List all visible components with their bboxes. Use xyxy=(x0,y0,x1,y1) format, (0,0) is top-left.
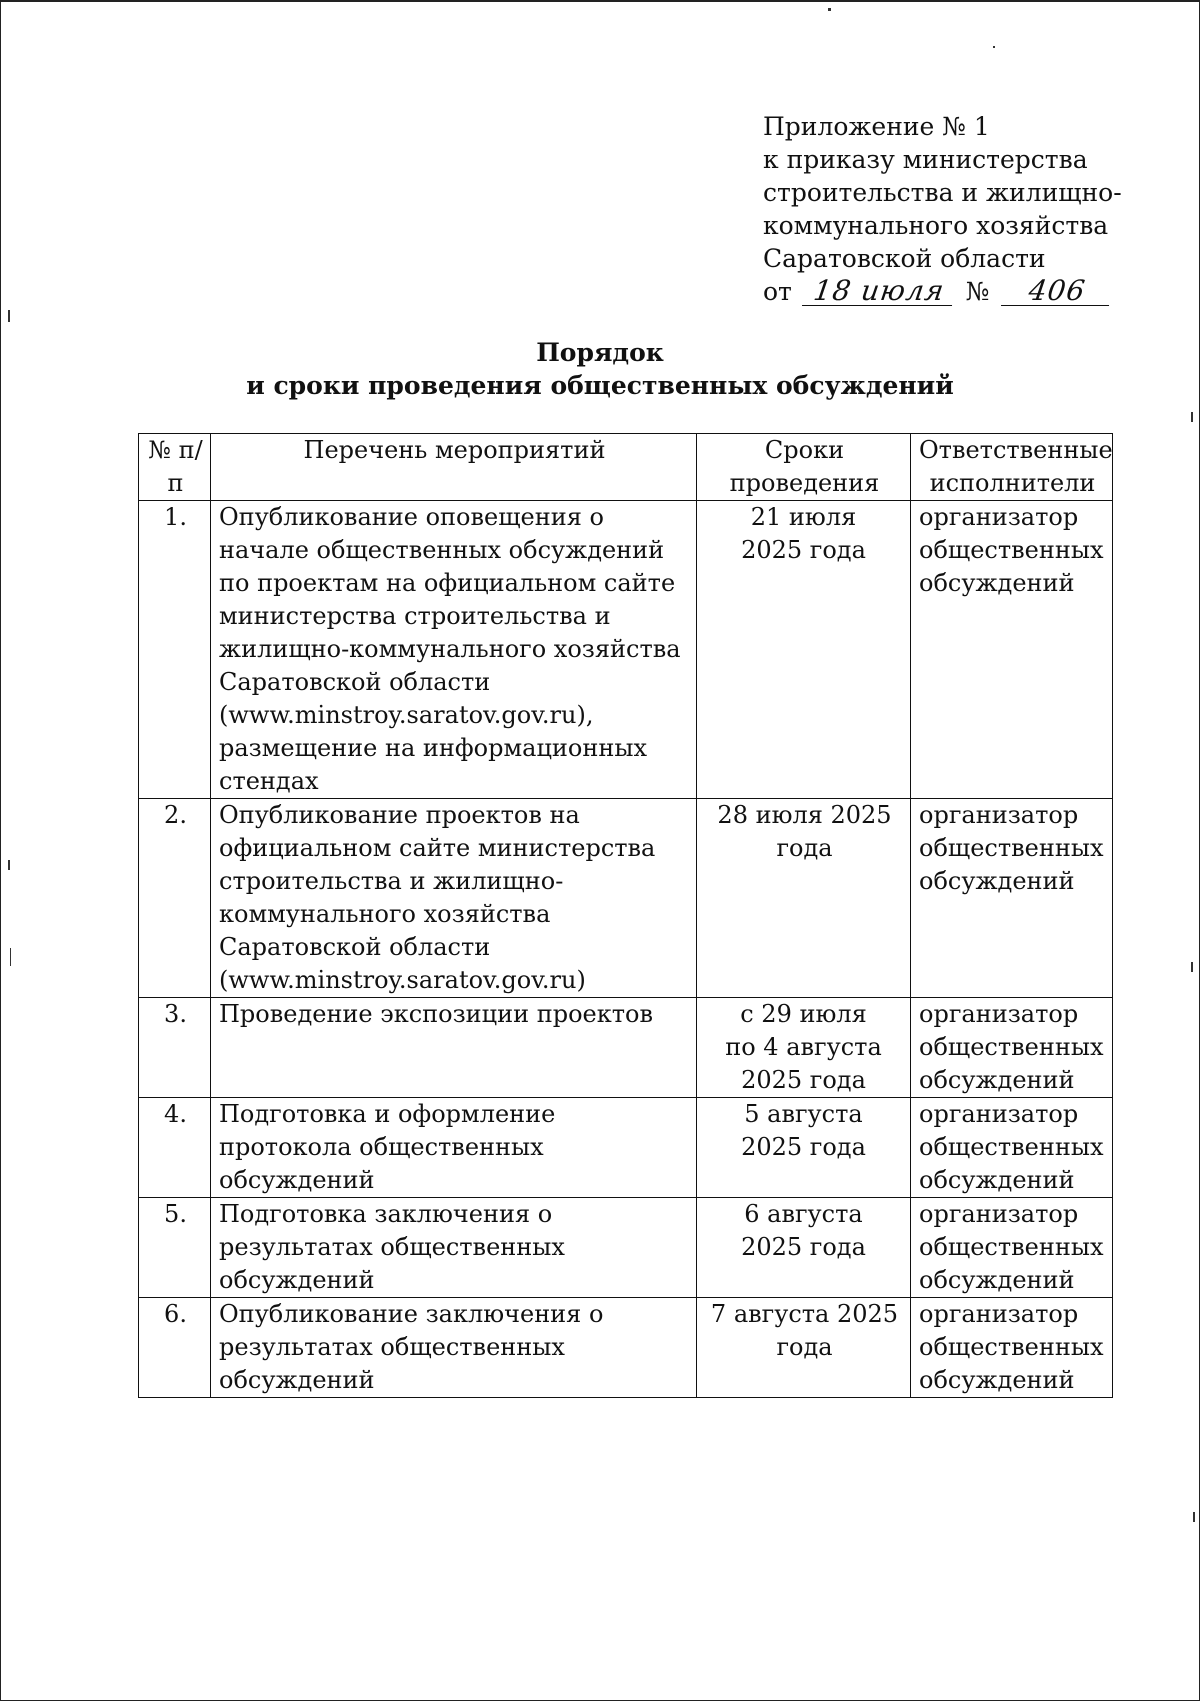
row-description: Опубликование проектов на официальном сайте министерства строительства и жилищно-коммунального хозяйства Саратовской области (www.minstroy.saratov.gov.ru) xyxy=(211,799,697,998)
row-number: 6. xyxy=(139,1298,211,1398)
row-number: 5. xyxy=(139,1198,211,1298)
row-responsible: организатор общественных обсуждений xyxy=(911,1198,1113,1298)
approval-line-appendix: Приложение № 1 xyxy=(763,112,990,141)
row-date: 7 августа 2025 года xyxy=(697,1298,911,1398)
document-title xyxy=(0,336,1200,402)
row-responsible: организатор общественных обсуждений xyxy=(911,501,1113,799)
row-responsible: организатор общественных обсуждений xyxy=(911,1098,1113,1198)
row-description: Проведение экспозиции проектов xyxy=(211,998,697,1098)
row-responsible: организатор общественных обсуждений xyxy=(911,1298,1113,1398)
scan-speck xyxy=(828,8,831,11)
header-num: № п/п xyxy=(139,434,211,501)
row-description: Опубликование заключения о результатах общественных обсуждений xyxy=(211,1298,697,1398)
approval-line-order: к приказу министерства xyxy=(763,145,1088,174)
approval-block xyxy=(763,110,1122,308)
schedule-table xyxy=(138,433,1113,1398)
scan-speck xyxy=(1191,962,1193,972)
table-header-row xyxy=(139,434,1113,501)
scan-speck xyxy=(993,46,995,48)
approval-signature-row xyxy=(763,275,1122,308)
approval-line-region: Саратовской области xyxy=(763,244,1046,273)
row-number: 2. xyxy=(139,799,211,998)
title-line-1: Порядок xyxy=(536,338,664,367)
row-responsible: организатор общественных обсуждений xyxy=(911,998,1113,1098)
handwritten-number: 406 xyxy=(1001,277,1113,306)
number-label: № xyxy=(965,277,990,306)
header-resp: Ответственные исполнители xyxy=(911,434,1113,501)
table-row xyxy=(139,1198,1113,1298)
header-date: Сроки проведения xyxy=(697,434,911,501)
table-row xyxy=(139,998,1113,1098)
scan-speck xyxy=(1193,1512,1195,1522)
table-row xyxy=(139,501,1113,799)
row-description: Подготовка заключения о результатах общественных обсуждений xyxy=(211,1198,697,1298)
row-date: 6 августа 2025 года xyxy=(697,1198,911,1298)
row-description: Опубликование оповещения о начале общественных обсуждений по проектам на официальном сайте министерства строительства и жилищно-коммунального хозяйства Саратовской области (www.minstroy.saratov.gov.ru), размещение на информационных стендах xyxy=(211,501,697,799)
from-label: от xyxy=(763,277,792,306)
handwritten-date: 18 июля xyxy=(802,277,956,306)
title-line-2: и сроки проведения общественных обсуждений xyxy=(246,371,954,400)
row-date: 21 июля 2025 года xyxy=(697,501,911,799)
row-description: Подготовка и оформление протокола общественных обсуждений xyxy=(211,1098,697,1198)
row-date: 28 июля 2025 года xyxy=(697,799,911,998)
row-number: 3. xyxy=(139,998,211,1098)
scan-speck xyxy=(8,310,10,322)
approval-line-ministry: строительства и жилищно- xyxy=(763,178,1122,207)
table-row xyxy=(139,1298,1113,1398)
row-date: с 29 июля по 4 августа 2025 года xyxy=(697,998,911,1098)
scan-speck xyxy=(8,860,10,870)
scan-speck xyxy=(1191,412,1193,422)
approval-line-ministry-cont: коммунального хозяйства xyxy=(763,211,1109,240)
header-desc: Перечень мероприятий xyxy=(211,434,697,501)
scan-speck xyxy=(10,948,11,966)
row-date: 5 августа 2025 года xyxy=(697,1098,911,1198)
row-number: 4. xyxy=(139,1098,211,1198)
row-responsible: организатор общественных обсуждений xyxy=(911,799,1113,998)
table-row xyxy=(139,1098,1113,1198)
row-number: 1. xyxy=(139,501,211,799)
table-row xyxy=(139,799,1113,998)
